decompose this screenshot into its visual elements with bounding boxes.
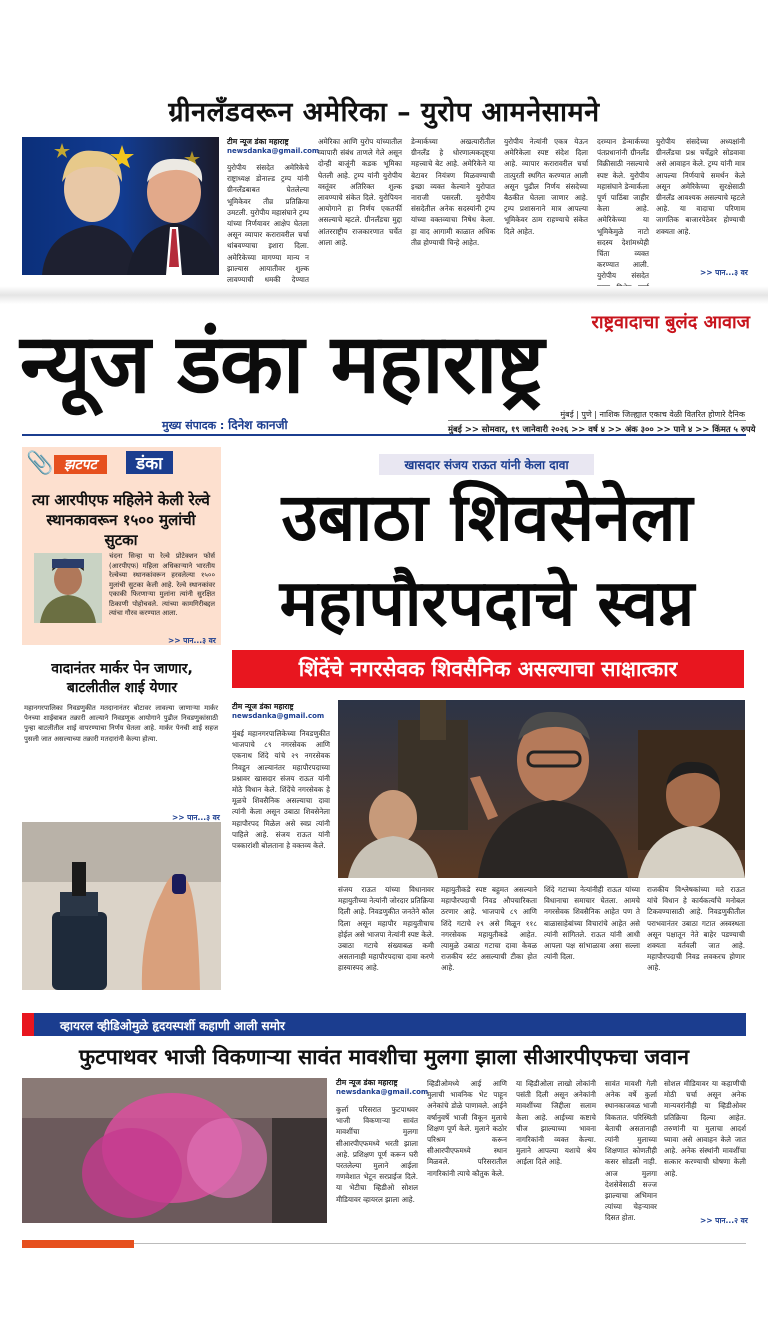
byline-email[interactable]: newsdanka@gmail.com: [227, 147, 320, 155]
footer-accent-bar: [22, 1240, 134, 1248]
sidebar-brand-b: डंका: [126, 451, 173, 474]
lead-photo: [338, 700, 745, 878]
top-story-photo: [22, 137, 219, 275]
sidebar-story1-continued[interactable]: >> पान...३ वर: [168, 636, 216, 645]
sidebar-brand: [26, 451, 216, 481]
top-story-col-3: डेन्मार्कच्या अखत्यारीतील ग्रीनलँड हे धोरणात्मकदृष्ट्या महत्त्वाचे बेट आहे. अमेरिकेने या बेटावर नियंत्रण मिळवण्याची इच्छा व्यक्त केल्याने युरोपात नाराजी पसरली. युरोपीय संसदेतील अनेक सदस्यांनी ट्रम्प यांच्या वक्तव्याचा निषेध केला. हा वाद आगामी काळात अधिक तीव्र होण्याची चिन्हे आहेत.: [411, 137, 495, 247]
lead-kicker-text: खासदार संजय राऊत यांनी केला दावा: [404, 458, 569, 472]
bottom-continued[interactable]: >> पान...२ वर: [700, 1216, 748, 1225]
top-story-headline: ग्रीनलँडवरून अमेरिका – युरोप आमनेसामने: [168, 97, 600, 128]
top-story-col-5: दरम्यान डेन्मार्कच्या पंतप्रधानांनी ग्रीनलँड विक्रीसाठी नसल्याचे स्पष्ट केले. युरोपीय महासंघाने डेन्मार्कला पूर्ण पाठिंबा जाहीर केला आहे. अमेरिकेच्या या भूमिकेमुळे नाटो सदस्य देशांमध्येही चिंता व्यक्त करण्यात आली. युरोपीय संसदेत: [597, 137, 649, 281]
top-story-col-6: युरोपीय संसदेच्या अध्यक्षांनी ग्रीनलँडचा प्रश्न चर्चेद्वारे सोडवावा असे आवाहन केले. ट्रम्प यांनी मात्र आपल्या निर्णयाचे समर्थन केले असून अमेरिकेच्या सुरक्षेसाठी ग्रीनलँड आवश्यक असल्याचे म्हटले आहे. या वादाचा परिणाम जागतिक बाजारपेठेवर होण्याची शक्यता आहे.: [656, 137, 745, 236]
masthead-dateline-rule: [448, 420, 746, 421]
bottom-photo: [22, 1078, 327, 1223]
bottom-col-3: या व्हिडीओला लाखो लोकांनी पसंती दिली असून अनेकांनी मावशींच्या जिद्दीला सलाम केला आहे. आईच्या कष्टाचे चीज झाल्याच्या भावना नागरिकांनी व्यक्त केल्या. मुलाने आपल्या यशाचे श्रेय आईला दिले आहे.: [516, 1079, 596, 1167]
byline-name: टीम न्यूज डंका महाराष्ट्र: [232, 702, 294, 711]
footer-rule: [134, 1243, 746, 1244]
sidebar-story2-continued[interactable]: >> पान...३ वर: [172, 813, 220, 822]
top-story-col-4: युरोपीय नेत्यांनी एकत्र येऊन अमेरिकेला स्पष्ट संदेश दिला आहे. व्यापार करारावरील चर्चा तात्पुरती स्थगित करण्यात आली असून पुढील निर्णय संसदेच्या बैठकीत घेतला जाणार आहे. ट्रम्प प्रशासनाने मात्र आपल्या भूमिकेवर ठाम राहण्याचे संकेत दिले आहेत.: [504, 137, 588, 236]
byline-name: टीम न्यूज डंका महाराष्ट्र: [336, 1078, 398, 1087]
sidebar-story2-headline: वादानंतर मार्कर पेन जाणार, बाटलीतील शाई येणार: [51, 661, 193, 696]
sidebar-story1-headline: त्या आरपीएफ महिलेने केली रेल्वे स्थानकावरून १५०० मुलांची सुटका: [32, 491, 210, 549]
top-story-col-2: अमेरिका आणि युरोप यांच्यातील व्यापारी संबंध ताणले गेले असून दोन्ही बाजूंनी कडक भूमिका घेतली आहे. ट्रम्प यांनी युरोपीय वस्तूंवर अतिरिक्त शुल्क लावण्याचे संकेत दिले. युरोपियन आयोगाने हा निर्णय एकतर्फी असल्याचे म्हटले. ग्रीनलँडचा मुद्दा आंतरराष्ट्रीय राजकारणात चर्चेत आला आहे.: [318, 137, 402, 247]
lead-col-2: संजय राऊत यांच्या विधानावर महायुतीच्या नेत्यांनी जोरदार प्रतिक्रिया दिली आहे. निवडणुकीत जनतेने कौल दिला असून महापौर महायुतीचाच होईल असे भाजपा नेत्यांनी स्पष्ट केले. उबाठा गटाचे संख्याबळ कमी असतानाही महापौरपदाचा दावा करणे हास्यास्पद आहे.: [338, 885, 435, 973]
byline-email[interactable]: newsdanka@gmail.com: [336, 1088, 429, 1096]
lead-headline-line2: महापौरपदाचे स्वप्न: [279, 567, 695, 641]
sidebar-brand-a: झटपट: [54, 455, 107, 474]
lead-col-3: महायुतीकडे स्पष्ट बहुमत असल्याने महापौरपदाची निवड औपचारिकता ठरणार आहे. भाजपाचे ८९ आणि शिंदे गटाचे २९ असे मिळून ११८ नगरसेवक महायुतीकडे आहेत. त्यामुळे उबाठा गटाचा दावा केवळ राजकीय स्टंट असल्याची टीका होत आहे.: [441, 885, 537, 973]
top-story-continued[interactable]: >> पान...३ वर: [700, 268, 748, 277]
bottom-byline: [336, 1078, 429, 1096]
masthead-dateline: मुंबई >> सोमवार, १९ जानेवारी २०२६ >> वर्ष ४ >> अंक ३०० >> पाने ४ >> किंमत ५ रुपये: [448, 424, 756, 434]
paperclip-icon: 📎: [26, 451, 54, 476]
bottom-col-5: सोशल मीडियावर या कहाणीची मोठी चर्चा असून अनेक मान्यवरांनीही या व्हिडीओवर प्रतिक्रिया दिल्या आहेत. तरुणांनी या मुलाचा आदर्श घ्यावा असे आवाहन केले जात आहे. अनेक संस्थांनी मावशींचा सत्कार करण्याची घोषणा केली आहे.: [664, 1079, 746, 1178]
bottom-col-4: सावंत मावशी गेली अनेक वर्षे कुर्ला स्थानकाजवळ भाजी विकतात. परिस्थिती बेताची असतानाही त्यांनी मुलाच्या शिक्षणात कोणतीही कसर सोडली नाही. आज मुलगा देशसेवेसाठी सज्ज झाल्याचा अभिमान त्यांच्या चेहऱ्यावर दिसत होता.: [605, 1079, 657, 1223]
editor-label: मुख्य संपादक :: [162, 419, 225, 432]
masthead-editor: [162, 416, 288, 433]
editor-name: दिनेश कानजी: [228, 418, 288, 432]
sidebar-story1-text: चंदना सिन्हा या रेल्वे प्रोटेक्शन फोर्स (आरपीएफ) महिला अधिकाऱ्याने भारतीय रेल्वेच्या स्थानकांवरून हरवलेल्या १५०० मुलांची सुटका केली आहे. रेल्वे स्थानकांवर एकाकी फिरणाऱ्या मुलांना त्यांनी सुरक्षित ठिकाणी पोहोचवले. त्यांच्या कामगिरीबद्दल त्यांचा गौरव करण्यात आला.: [109, 552, 215, 617]
masthead-title: न्यूज डंका महाराष्ट्र: [20, 317, 544, 412]
lead-col-4: शिंदे गटाच्या नेत्यांनीही राऊत यांच्या विधानाचा समाचार घेतला. आमचे नगरसेवक शिवसैनिक आहेत पण ते बाळासाहेबांच्या विचारांचे आहेत असे त्यांनी सांगितले. राऊत यांनी आधी आपला पक्ष सांभाळावा असा सल्ला त्यांनी दिला.: [544, 885, 640, 962]
sidebar-story2-photo: [22, 822, 221, 990]
lead-headline-line1: उबाठा शिवसेनेला: [281, 479, 693, 556]
bottom-headline: फुटपाथवर भाजी विकणाऱ्या सावंत मावशीचा मुलगा झाला सीआरपीएफचा जवान: [79, 1045, 689, 1069]
section-divider: [0, 286, 768, 304]
top-story-col-1: युरोपीय संसदेत अमेरिकेचे राष्ट्राध्यक्ष डोनाल्ड ट्रम्प यांनी ग्रीनलँडबाबत घेतलेल्या भूमिकेवर तीव्र प्रतिक्रिया उमटली. युरोपीय महासंघाने ट्रम्प यांच्या निर्णयावर आक्षेप घेतला असून व्यापार करारावरील चर्चा थांबवण्याचा इशारा दिला. अमेरिकेच्या मागण्या मान्य न झाल्यास आयातीवर शुल्क लावण्याची धमकी देण्यात: [227, 163, 309, 285]
leaders-photo-illustration: [22, 137, 219, 275]
sidebar-story1-text-cont: [30, 624, 190, 638]
masthead-tagline: राष्ट्रवादाचा बुलंद आवाज: [591, 312, 750, 333]
sidebar-story2-text: महानगरपालिका निवडणुकीत मतदानानंतर बोटावर लावल्या जाणाऱ्या मार्कर पेनच्या शाईबाबत तक्रारी आल्याने निवडणूक आयोगाने पुढील निवडणुकांसाठी पुन्हा बाटलीतील शाई वापरण्याचा निर्णय घेतला आहे. मार्कर पेनची शाई सहज पुसली जात असल्याच्या तक्रारी मतदारांनी केल्या होत्या.: [24, 704, 218, 743]
bottom-col-2: व्हिडीओमध्ये आई आणि मुलाची भावनिक भेट पाहून अनेकांचे डोळे पाणावले. आईने वर्षानुवर्षे भाजी विकून मुलाचे शिक्षण पूर्ण केले. मुलाने कठोर परिश्रम करून सीआरपीएफमध्ये स्थान मिळवले. परिसरातील नागरिकांनी त्याचे कौतुक केले.: [427, 1079, 507, 1178]
masthead-editions: मुंबई | पुणे | नाशिक जिल्ह्यात एकाच वेळी वितरित होणारे दैनिक: [560, 410, 745, 419]
lead-col-5: राजकीय विश्लेषकांच्या मते राऊत यांचे विधान हे कार्यकर्त्यांचे मनोबल टिकवण्यासाठी आहे. निवडणुकीतील पराभवानंतर उबाठा गटात अस्वस्थता असून पक्षातून नेते बाहेर पडण्याची शक्यता वर्तवली जात आहे. महापौरपदाची निवड लवकरच होणार आहे.: [647, 885, 745, 973]
byline-email[interactable]: newsdanka@gmail.com: [232, 712, 325, 720]
bottom-kicker: व्हायरल व्हीडिओमुळे हृदयस्पर्शी कहाणी आली समोर: [60, 1019, 285, 1033]
lead-byline: [232, 702, 330, 720]
masthead-rule: [22, 434, 746, 436]
byline-name: टीम न्यूज डंका महाराष्ट्र: [227, 137, 289, 146]
bottom-col-1: कुर्ला परिसरात फुटपाथवर भाजी विकणाऱ्या सावंत मावशींचा मुलगा सीआरपीएफमध्ये भरती झाला आहे. प्रशिक्षण पूर्ण करून घरी परतलेल्या मुलाने आईला गणवेशात भेटून सरप्राईज दिले. या भेटीचा व्हिडीओ सोशल मीडियावर व्हायरल झाला आहे.: [336, 1105, 418, 1204]
lead-subheadline: शिंदेंचे नगरसेवक शिवसैनिक असल्याचा साक्षात्कार: [232, 650, 744, 688]
lead-col-left: मुंबई महानगरपालिकेच्या निवडणुकीत भाजपाचे ८९ नगरसेवक आणि एकनाथ शिंदे यांचे २९ नगरसेवक निवडून आल्यानंतर महापौरपदाच्या प्रश्नावर खासदार संजय राऊत यांनी मोठे विधान केले. शिंदेंचे नगरसेवक हे मूळचे शिवसैनिक असल्याचा दावा त्यांनी केला असून उबाठा शिवसेनेला महापौरपद मिळेल असे स्वप्न त्यांनी पाहिले आहे. संजय राऊत यांनी पत्रकारांशी बोलताना हे वक्तव्य केले.: [232, 729, 330, 851]
top-story-byline: [227, 137, 320, 155]
bottom-kicker-accent: [22, 1013, 34, 1036]
sidebar-story1-photo: [34, 553, 102, 623]
